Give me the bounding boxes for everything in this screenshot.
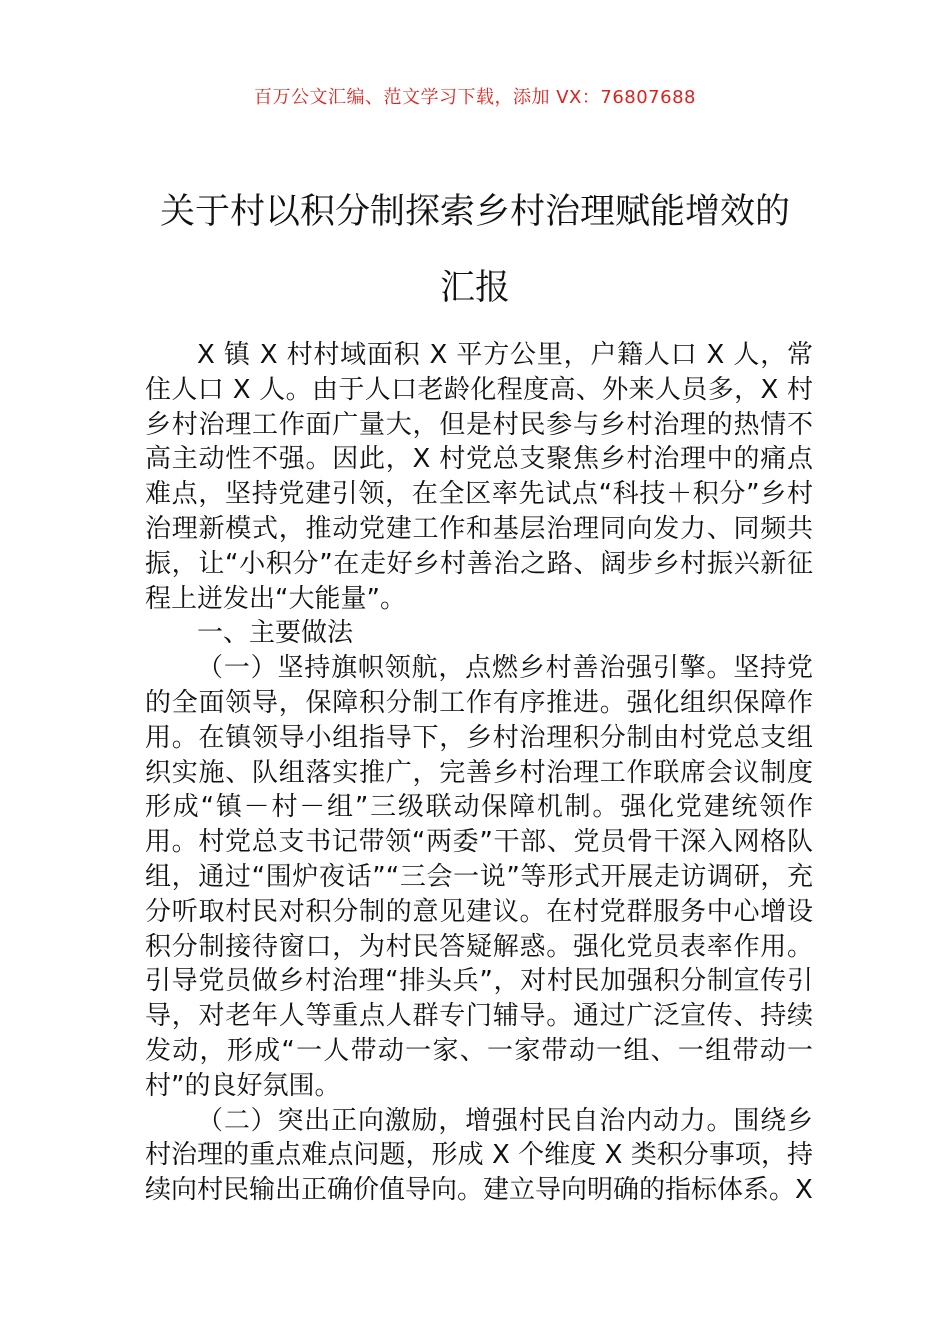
paragraph-intro: X 镇 X 村村域面积 X 平方公里，户籍人口 X 人，常住人口 X 人。由于人口老龄化程度高、外来人员多，X 村乡村治理工作面广量大，但是村民参与乡村治理的热情不高主动性不强。因此，X 村党总支聚焦乡村治理中的痛点难点，坚持党建引领，在全区率先试点“科技＋积分”乡村治理新模式，推动党建工作和基层治理同向发力、同频共振，让“小积分”在走好乡村善治之路、阔步乡村振兴新征程上迸发出“大能量”。 bbox=[145, 340, 813, 614]
document-body bbox=[145, 338, 813, 1208]
document-title bbox=[120, 174, 830, 326]
paragraph-section-1: （一）坚持旗帜领航，点燃乡村善治强引擎。坚持党的全面领导，保障积分制工作有序推进。强化组织保障作用。在镇领导小组指导下，乡村治理积分制由村党总支组织实施、队组落实推广，完善乡村治理工作联席会议制度形成“镇－村－组”三级联动保障机制。强化党建统领作用。村党总支书记带领“两委”干部、党员骨干深入网格队组，通过“围炉夜话”“三会一说”等形式开展走访调研，充分听取村民对积分制的意见建议。在村党群服务中心增设积分制接待窗口，为村民答疑解惑。强化党员表率作用。引导党员做乡村治理“排头兵”，对村民加强积分制宣传引导，对老年人等重点人群专门辅导。通过广泛宣传、持续发动，形成“一人带动一家、一家带动一组、一组带动一村”的良好氛围。 bbox=[145, 653, 813, 1101]
section-heading: 一、主要做法 bbox=[197, 618, 354, 649]
title-line-1: 关于村以积分制探索乡村治理赋能增效的 bbox=[159, 192, 790, 232]
header-note: 百万公文汇编、范文学习下载，添加 VX：76807688 bbox=[254, 87, 696, 108]
paragraph-section-2: （二）突出正向激励，增强村民自治内动力。围绕乡村治理的重点难点问题，形成 X 个维度 X 类积分事项，持续向村民输出正确价值导向。建立导向明确的指标体系。X bbox=[145, 1105, 813, 1206]
title-line-2: 汇报 bbox=[439, 268, 510, 308]
